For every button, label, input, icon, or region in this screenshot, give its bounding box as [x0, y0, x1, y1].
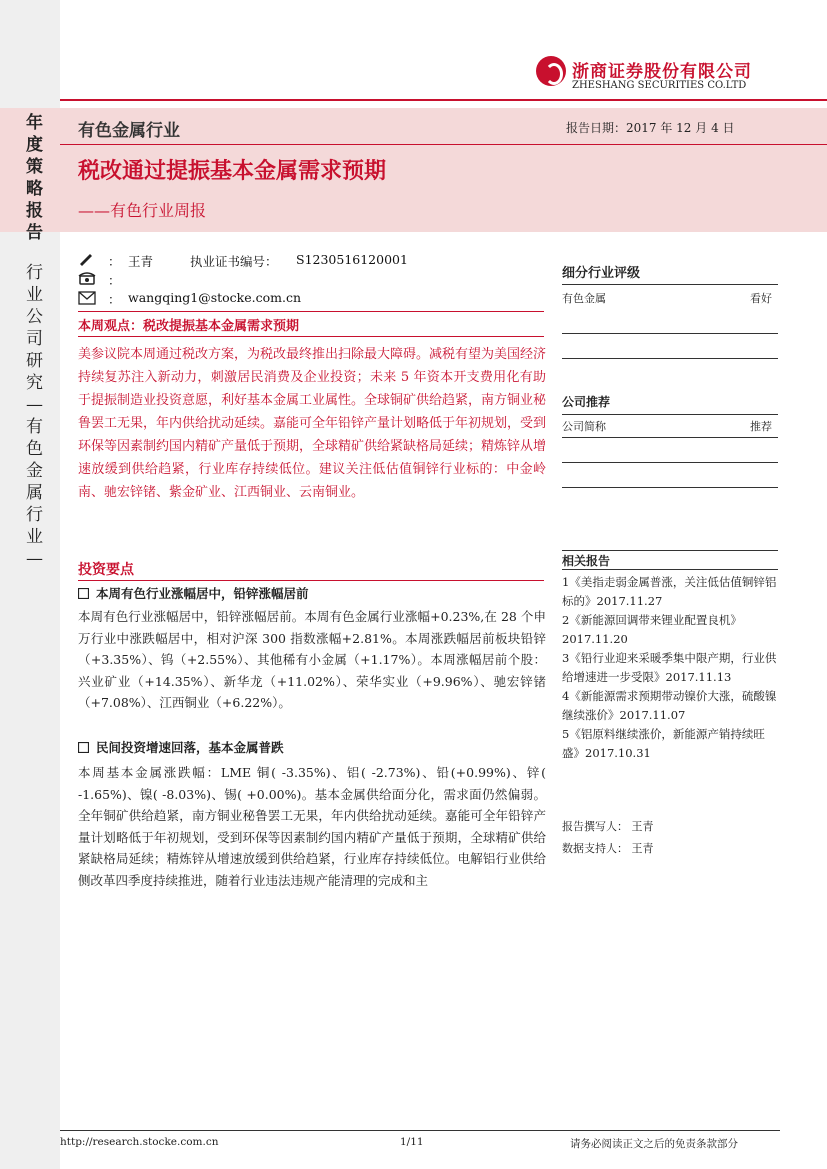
- colon-1: ：: [108, 254, 121, 269]
- checkbox-icon: [78, 741, 89, 756]
- view-divider: [78, 311, 544, 312]
- company-name-cn: 浙商证券股份有限公司: [572, 62, 752, 82]
- related-list: [562, 573, 780, 763]
- analyst-email[interactable]: wangqing1@stocke.com.cn: [128, 290, 302, 305]
- report-type-label: 年度策略报告: [26, 113, 43, 243]
- related-item[interactable]: 1《美指走弱金属普涨，关注低估值铜锌铝标的》2017.11.27: [562, 575, 777, 608]
- related-item[interactable]: 3《铅行业迎来采暖季集中限产期，行业供给增速进一步受限》2017.11.13: [562, 651, 777, 684]
- banner-divider: [60, 144, 827, 145]
- bullet-2-title: 民间投资增速回落，基本金属普跌: [96, 740, 284, 755]
- rating-line-1: [562, 333, 778, 334]
- related-item[interactable]: 5《铝原料继续涨价，新能源产销持续旺盛》2017.10.31: [562, 727, 765, 760]
- related-heading: 相关报告: [562, 554, 611, 568]
- bullet-2-text: 本周基本金属涨跌幅：LME 铜( -3.35%)、铝( -2.73%)、铅(+0.99%)、锌( -1.65%)、镍( -8.03%)、锡( +0.00%)。基本金属供给面分化，需求面仍然偏弱。全年铜矿供给趋紧，南方铜业秘鲁罢工无果，年内供给扰动延续。嘉能可全年铅锌产量计划略低于年初规划，受到环保等因素制约国内精矿产量低于预期，全球精矿供给紧缺格局延续；精炼锌从增速放缓到供给趋紧，行业库存持续低位。电解铝行业供给侧改革四季度持续推进，随着行业违法违规产能清理的完成和主: [78, 765, 546, 888]
- related-top-line: [562, 550, 778, 551]
- recommend-col-rating: 推荐: [750, 420, 772, 433]
- footer-disclaimer: 请务必阅读正文之后的免责条款部分: [570, 1138, 738, 1150]
- industry-label: 有色金属行业: [78, 121, 180, 141]
- report-category-label: 行业公司研究—有色金属行业—: [26, 263, 43, 569]
- cert-number: S1230516120001: [296, 252, 408, 267]
- footer-divider: [60, 1130, 780, 1131]
- company-logo-icon: [536, 56, 566, 86]
- data-supporter: 数据支持人： 王青: [562, 842, 654, 855]
- rating-sector: 有色金属: [562, 292, 606, 305]
- bullet-1-title: 本周有色行业涨幅居中，铅锌涨幅居前: [96, 586, 309, 601]
- related-divider: [562, 569, 778, 570]
- investment-heading: 投资要点: [78, 562, 134, 578]
- weekly-view-text: 美参议院本周通过税改方案，为税改最终推出扫除最大障碍。减税有望为美国经济持续复苏注入新动力，刺激居民消费及企业投资；未来 5 年资本开支费用化有助于提振制造业投资意愿，利好基本金属工业属性。全球铜矿供给趋紧，南方铜业秘鲁罢工无果，年内供给扰动延续。嘉能可全年铅锌产量计划略低于年初规划，受到环保等因素制约国内精矿产量低于预期，全球精矿供给紧缺格局延续；精炼锌从增速放缓到供给趋紧，行业库存持续低位。建议关注低估值铜锌行业标的：中金岭南、驰宏锌锗、紫金矿业、江西铜业、云南铜业。: [78, 347, 547, 500]
- colon-2: ：: [108, 273, 121, 288]
- analyst-name: 王青: [128, 254, 154, 269]
- footer-url[interactable]: http://research.stocke.com.cn: [60, 1136, 219, 1148]
- rating-line-2: [562, 358, 778, 359]
- company-name-en: ZHESHANG SECURITIES CO.LTD: [572, 80, 747, 91]
- cert-label: 执业证书编号：: [190, 254, 278, 269]
- bullet-1-text: 本周有色行业涨幅居中，铅锌涨幅居前。本周有色金属行业涨幅+0.23%,在 28 个申万行业中涨跌幅居中，相对沪深 300 指数涨幅+2.81%。本周涨跌幅居前板块铅锌（+3.35%）、钨（+2.55%）、其他稀有小金属（+1.17%）。本周涨幅居前个股：兴业矿业（+14.35%）、新华龙（+11.02%）、荣华实业（+9.96%）、驰宏锌锗（+7.08%）、江西铜业（+6.22%）。: [78, 609, 546, 710]
- view-divider-2: [78, 336, 544, 337]
- report-writer: 报告撰写人： 王青: [562, 820, 654, 833]
- header-divider: [60, 99, 827, 101]
- recommend-divider: [562, 414, 778, 415]
- related-item[interactable]: 2《新能源回调带来锂业配置良机》2017.11.20: [562, 613, 742, 646]
- mail-icon: [78, 290, 96, 309]
- page-subtitle: ——有色行业周报: [78, 201, 207, 220]
- rating-value: 看好: [750, 292, 772, 305]
- checkbox-icon: [78, 587, 89, 602]
- page-title: 税改通过提振基本金属需求预期: [78, 159, 387, 184]
- recommend-col-company: 公司简称: [562, 420, 606, 433]
- weekly-view-heading: 本周观点：税改提振基本金属需求预期: [78, 319, 300, 334]
- rating-divider: [562, 284, 778, 285]
- page-number: 1/11: [400, 1136, 424, 1148]
- recommend-line-1: [562, 437, 778, 438]
- recommend-line-3: [562, 487, 778, 488]
- related-item[interactable]: 4《新能源需求预期带动镍价大涨，硫酸镍继续涨价》2017.11.07: [562, 689, 777, 722]
- phone-icon: [78, 270, 96, 289]
- colon-3: ：: [108, 292, 121, 307]
- recommend-line-2: [562, 462, 778, 463]
- report-date: 报告日期：2017 年 12 月 4 日: [566, 121, 735, 135]
- rating-heading: 细分行业评级: [562, 266, 641, 281]
- pen-icon: [78, 251, 94, 270]
- recommend-heading: 公司推荐: [562, 395, 611, 409]
- investment-divider: [78, 580, 544, 581]
